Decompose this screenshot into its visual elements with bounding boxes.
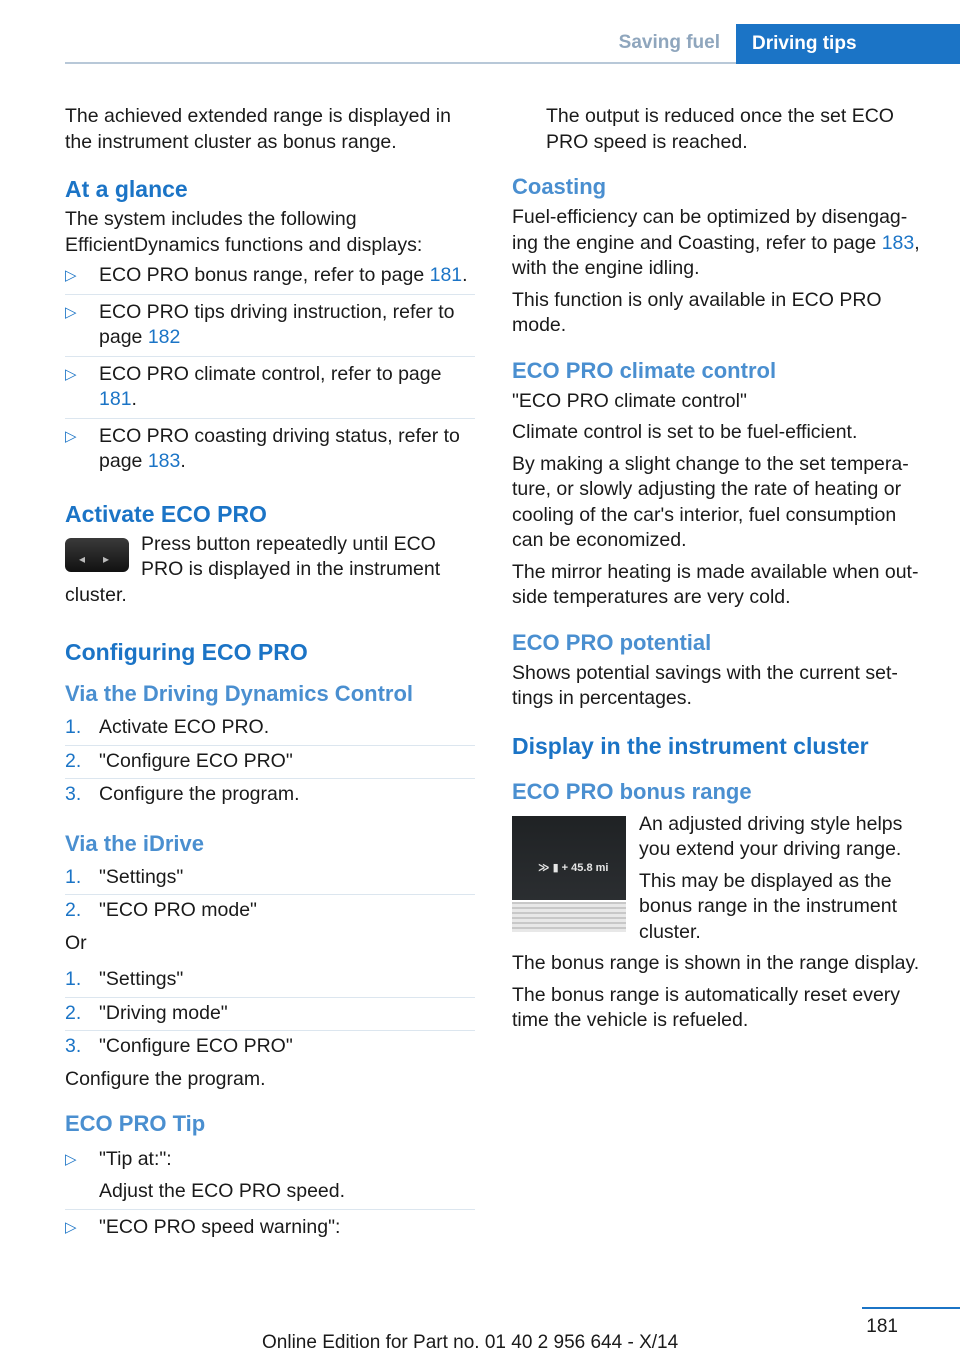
triangle-right-icon: ▷ [65,1151,77,1168]
list-item: ▷ ECO PRO climate control, refer to page 181. [65,357,475,419]
climate-p3: The mirror heating is made available when out‐side temperatures are very cold. [512,560,919,608]
climate-p2: By making a slight change to the set tempera‐ture, or slowly adjusting the rate of heating or cooling of the car's interior, fuel consumption can be economized. [512,452,909,551]
bonus-range-block [512,812,930,952]
climate-quote: "ECO PRO climate control" [512,389,747,412]
header-section-label: Saving fuel [618,32,720,53]
triangle-right-icon: ▷ [65,427,77,445]
list-item: ▷ ECO PRO coasting driving status, refer to page 183. [65,424,460,472]
triangle-right-icon: ▷ [65,267,77,284]
page-number: 181 [866,1316,898,1337]
idrive-steps-a [65,862,475,928]
tip-list [65,1142,475,1246]
coasting-heading: Coasting [512,174,607,199]
ddc-steps [65,712,475,812]
tip-heading: ECO PRO Tip [65,1111,206,1136]
list-item: 3. "Configure ECO PRO" [65,1035,293,1057]
triangle-right-icon: ▷ [65,303,77,321]
at-glance-heading: At a glance [65,176,188,202]
potential-text: Shows potential savings with the current set‐tings in percentages. [512,661,898,709]
bonus-range-heading: ECO PRO bonus range [512,778,752,804]
or-text: Or [65,931,87,954]
configuring-heading: Configuring ECO PRO [65,639,308,665]
display-p4: The bonus range is automatically reset every time the vehicle is refueled. [512,983,901,1031]
edition-line: Online Edition for Part no. 01 40 2 956 644 - X/14 [262,1332,679,1353]
climate-p1: Climate control is set to be fuel-efficient. [512,421,858,443]
bonus-range-reading: ≫ ▮ + 45.8 mi [538,861,609,874]
at-glance-text: The system includes the following EfficientDynamics functions and displays: [65,208,423,256]
header-rule [65,62,736,64]
configure-program-text: Configure the program. [65,1067,266,1090]
activate-heading: Activate ECO PRO [65,500,267,527]
list-item: ▷ "ECO PRO speed warning": [65,1210,475,1246]
coasting-note: This function is only available in ECO PRO mode. [512,288,882,336]
list-item: 2. "Configure ECO PRO" [65,746,475,780]
right-column [512,104,930,1040]
page-link[interactable]: 183 [147,450,181,472]
display-p1: An adjusted driving style helps you extend your driving range. [639,812,903,860]
cluster-strip [512,902,626,932]
instrument-cluster-image [512,816,626,932]
triangle-right-icon: ▷ [65,365,77,383]
page-link[interactable]: 181 [99,388,132,410]
display-p2: This may be displayed as the bonus range in the instrument cluster. [639,869,897,943]
page-link[interactable]: 181 [429,264,463,286]
footer-rule [862,1307,960,1309]
eco-pro-button-icon: ◂ ▸ [65,538,129,572]
activate-block [65,532,475,615]
activate-text: Press button repeatedly until ECO PRO is displayed in the instrument cluster. [65,532,441,606]
intro-paragraph: The achieved extended range is displayed in the instrument cluster as bonus range. [65,105,451,153]
tip-continuation: The output is reduced once the set ECO PRO speed is reached. [546,105,894,153]
idrive-steps-b [65,964,475,1064]
page-link[interactable]: 183 [881,231,915,254]
list-item: ▷ ECO PRO bonus range, refer to page 181. [65,258,475,295]
triangle-right-icon: ▷ [65,1219,77,1236]
display-heading: Display in the instrument cluster [512,732,869,759]
idrive-heading: Via the iDrive [65,830,204,856]
potential-heading: ECO PRO potential [512,629,712,655]
list-item: ▷ "Tip at:": Adjust the ECO PRO speed. [65,1142,475,1210]
page-link[interactable]: 182 [147,326,181,348]
coasting-text: Fuel-efficiency can be optimized by disengag‐ing the engine and Coasting, refer to page 183, with the engine idling. [512,206,920,279]
list-item: 1. Activate ECO PRO. [65,712,475,746]
list-item: 1. "Settings" [65,862,475,896]
list-item: 1. "Settings" [65,964,475,998]
climate-heading: ECO PRO climate control [512,357,777,383]
left-column [65,104,475,1246]
at-glance-list [65,258,475,480]
list-item: 2. "ECO PRO mode" [65,899,257,921]
list-item: 2. "Driving mode" [65,998,475,1032]
list-item: 3. Configure the program. [65,783,300,805]
ddc-heading: Via the Driving Dynamics Control [65,681,414,706]
list-item: ▷ ECO PRO tips driving instruction, refer to page 182 [65,295,475,357]
display-p3: The bonus range is shown in the range display. [512,952,920,974]
header-chapter-tab: Driving tips [736,24,960,64]
